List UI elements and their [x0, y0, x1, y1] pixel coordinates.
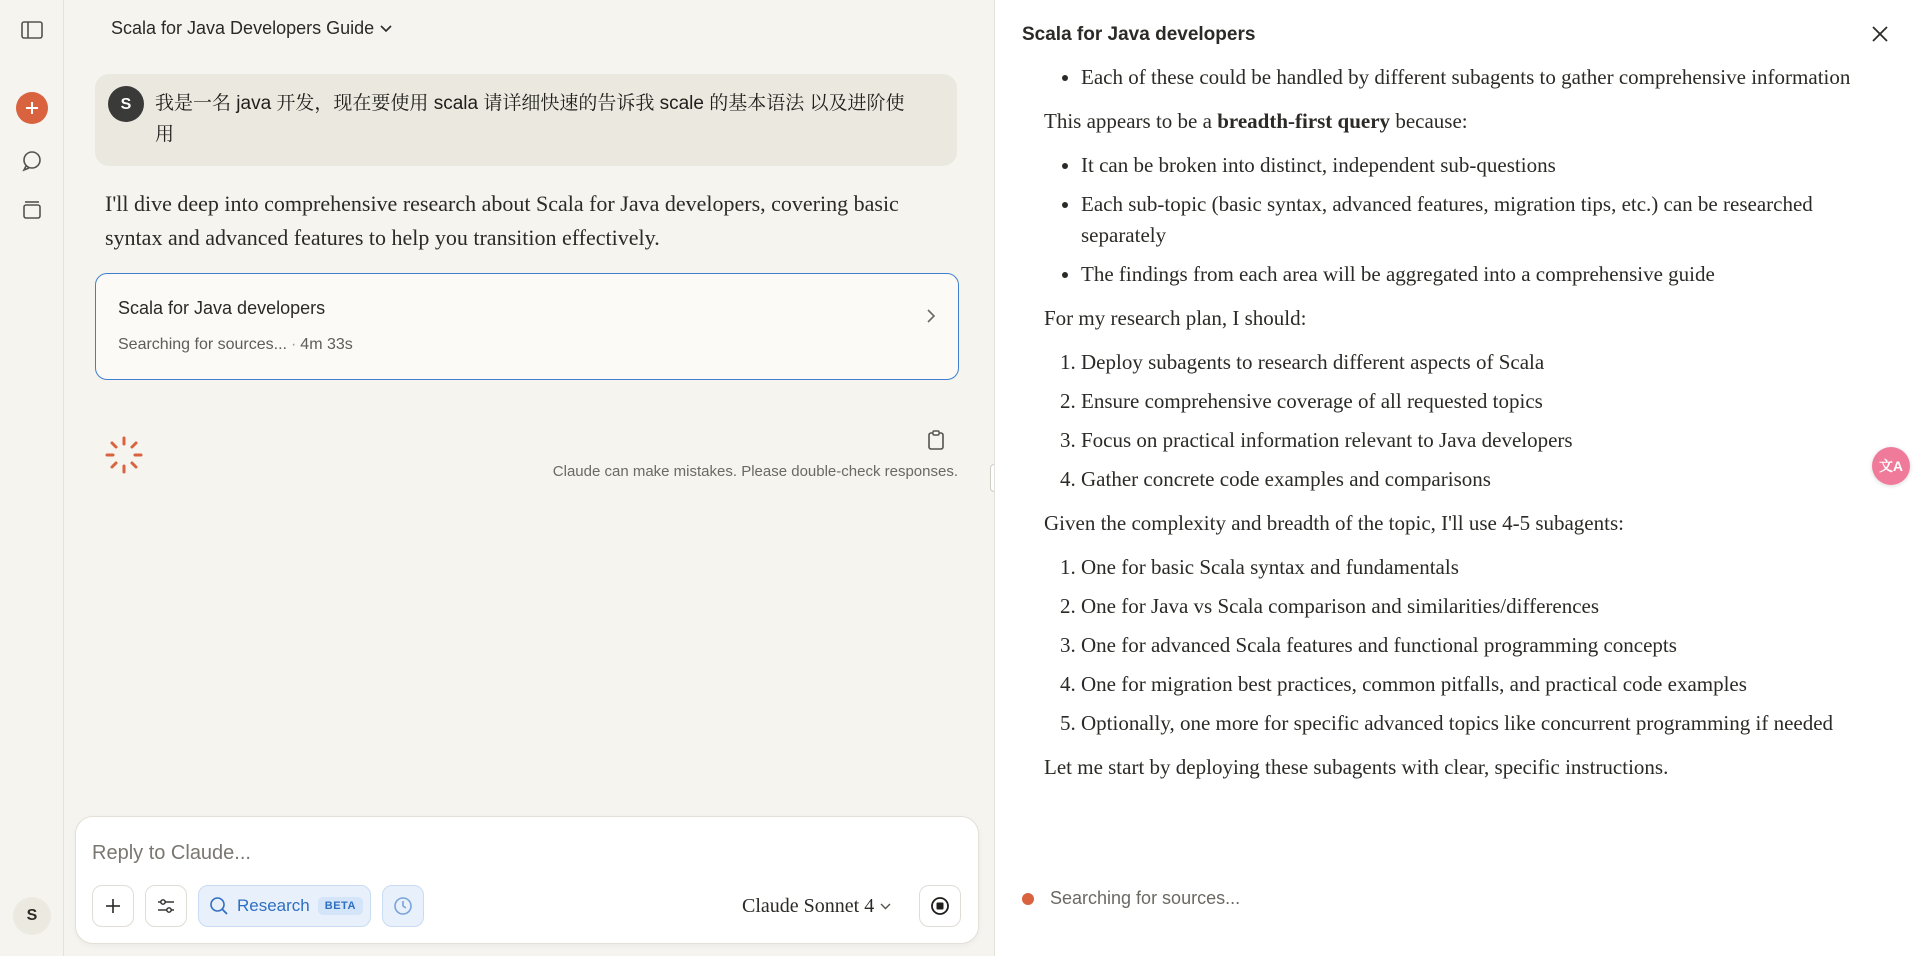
- list-item: • Each sub-topic (basic syntax, advanced features, migration tips, etc.) can be researched separately: [1081, 189, 1890, 251]
- composer: [75, 816, 979, 944]
- list-item: 3. One for advanced Scala features and functional programming concepts: [1081, 630, 1890, 661]
- list-item: 1. Deploy subagents to research different aspects of Scala: [1081, 347, 1890, 378]
- stop-button[interactable]: [919, 885, 961, 927]
- panel-body: [1044, 62, 1890, 796]
- list-item: • The findings from each area will be aggregated into a comprehensive guide: [1081, 259, 1890, 290]
- beta-badge: BETA: [318, 897, 363, 915]
- model-selector[interactable]: [742, 895, 891, 918]
- list-item: • Each of these could be handled by different subagents to gather comprehensive information: [1081, 62, 1890, 93]
- clipboard-icon[interactable]: [927, 430, 945, 450]
- sidebar-toggle-icon[interactable]: [16, 14, 48, 46]
- research-panel: [994, 0, 1920, 956]
- translate-icon[interactable]: 文A: [1872, 447, 1910, 485]
- status-dot-icon: [1022, 893, 1034, 905]
- breadth-bold: breadth-first query: [1217, 109, 1391, 133]
- list-item: 1. One for basic Scala syntax and fundamentals: [1081, 552, 1890, 583]
- plan-list: [1050, 347, 1890, 495]
- closing-paragraph: Let me start by deploying these subagents with clear, specific instructions.: [1044, 755, 1669, 779]
- research-elapsed: 4m 33s: [300, 336, 353, 353]
- research-card-title: Scala for Java developers: [118, 298, 326, 318]
- chat-title-dropdown[interactable]: [111, 18, 392, 39]
- subagents-list: [1050, 552, 1890, 739]
- research-card[interactable]: [95, 273, 959, 380]
- research-toggle-button[interactable]: [198, 885, 371, 927]
- list-item: 3. Focus on practical information relevant to Java developers: [1081, 425, 1890, 456]
- chevron-down-icon: [880, 903, 891, 910]
- account-avatar[interactable]: S: [13, 897, 51, 935]
- user-message-text: 我是一名 java 开发，现在要使用 scala 请详细快速的告诉我 scale 的基本语法 以及进阶使用: [155, 93, 905, 145]
- clock-icon: [393, 896, 413, 916]
- chevron-down-icon: [380, 25, 392, 33]
- list-item: 2. Ensure comprehensive coverage of all requested topics: [1081, 386, 1890, 417]
- sliders-icon: [157, 898, 175, 914]
- close-icon[interactable]: [1868, 22, 1892, 46]
- stop-icon: [930, 896, 950, 916]
- panel-status-text: Searching for sources...: [1050, 888, 1241, 908]
- reply-input[interactable]: [92, 837, 952, 869]
- history-button[interactable]: [382, 885, 424, 927]
- subagents-intro: Given the complexity and breadth of the topic, I'll use 4-5 subagents:: [1044, 511, 1624, 535]
- bullet-list-top: [1050, 62, 1890, 93]
- because-list: [1050, 150, 1890, 290]
- list-item: 4. Gather concrete code examples and comparisons: [1081, 464, 1890, 495]
- projects-icon[interactable]: [16, 193, 48, 225]
- add-button[interactable]: [92, 885, 134, 927]
- list-item: 5. Optionally, one more for specific advanced topics like concurrent programming if needed: [1081, 708, 1890, 739]
- plan-intro: For my research plan, I should:: [1044, 306, 1307, 330]
- breadth-post: because:: [1390, 109, 1468, 133]
- breadth-pre: This appears to be a: [1044, 109, 1218, 133]
- breadth-paragraph: [1044, 106, 1890, 137]
- research-card-status: Searching for sources... · 4m 33s: [118, 336, 353, 353]
- list-item: 4. One for migration best practices, common pitfalls, and practical code examples: [1081, 669, 1890, 700]
- assistant-message: I'll dive deep into comprehensive research about Scala for Java developers, covering basic syntax and advanced features to help you transition effectively.: [105, 191, 899, 250]
- chat-main: [64, 0, 994, 956]
- list-item: • It can be broken into distinct, independent sub-questions: [1081, 150, 1890, 181]
- panel-status: [1022, 888, 1240, 909]
- research-label: Research: [237, 896, 310, 915]
- user-avatar: S: [108, 86, 144, 122]
- chat-title: Scala for Java Developers Guide: [111, 18, 375, 38]
- list-item: 2. One for Java vs Scala comparison and similarities/differences: [1081, 591, 1890, 622]
- panel-title: Scala for Java developers: [1022, 24, 1256, 45]
- new-chat-button[interactable]: [16, 92, 48, 124]
- disclaimer-text: Claude can make mistakes. Please double-check responses.: [552, 463, 958, 480]
- loading-spinner-icon: [104, 435, 144, 475]
- chats-icon[interactable]: [16, 145, 48, 177]
- plus-icon: [105, 898, 121, 914]
- model-name: Claude Sonnet 4: [742, 895, 875, 917]
- left-rail: [0, 0, 64, 956]
- chevron-right-icon: [926, 308, 936, 324]
- user-message: [95, 74, 957, 166]
- research-search-icon: [209, 896, 229, 916]
- research-status-text: Searching for sources...: [118, 336, 287, 353]
- tools-button[interactable]: [145, 885, 187, 927]
